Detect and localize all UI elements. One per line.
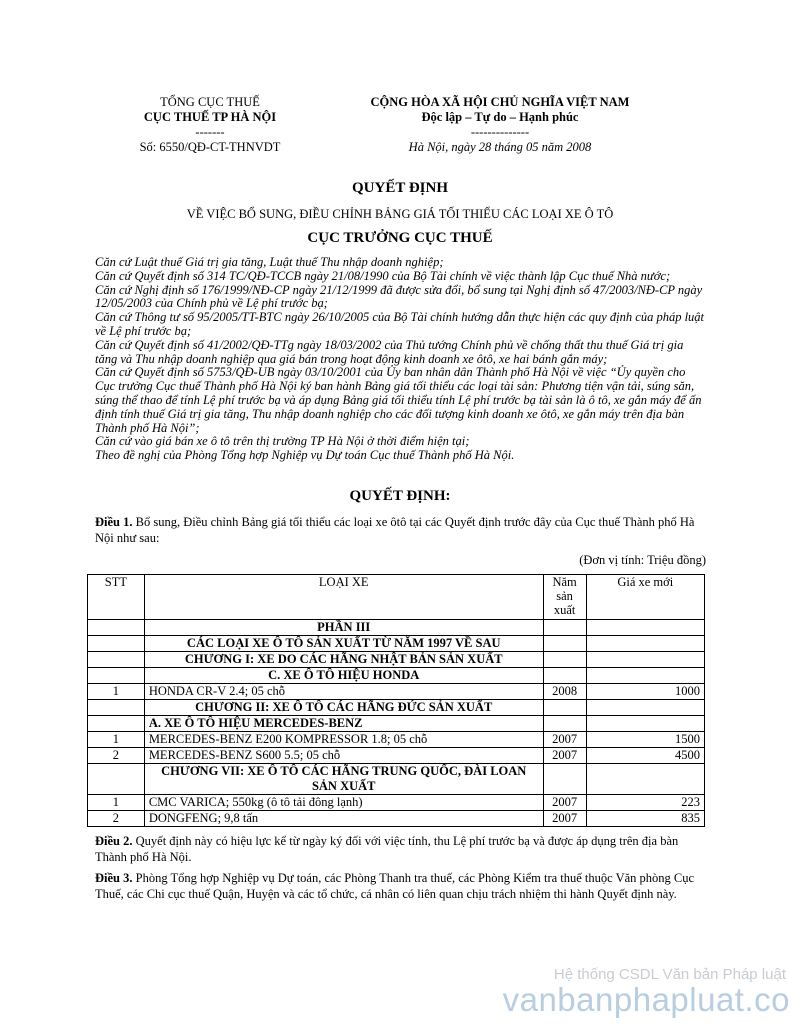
legal-basis-8: Theo đề nghị của Phòng Tổng hợp Nghiệp vụ Dự toán Cục thuế Thành phố Hà Nội. <box>95 448 515 463</box>
header-year: Năm sản xuất <box>543 575 586 620</box>
preamble <box>95 256 705 463</box>
cell-vehicle-type: MERCEDES-BENZ E200 KOMPRESSOR 1.8; 05 chỗ <box>144 732 543 748</box>
cell-vehicle-type: CMC VARICA; 550kg (ô tô tải đông lạnh) <box>144 795 543 811</box>
cell-vehicle-type: HONDA CR-V 2.4; 05 chỗ <box>144 684 543 700</box>
country-name: CỘNG HÒA XÃ HỘI CHỦ NGHĨA VIỆT NAM <box>370 95 630 109</box>
table-row <box>88 700 705 716</box>
cell-vehicle-type: MERCEDES-BENZ S600 5.5; 05 chỗ <box>144 748 543 764</box>
table-row <box>88 668 705 684</box>
cell-year: 2007 <box>543 795 586 811</box>
article-1 <box>95 515 705 546</box>
watermark-site: vanbanphapluat.co <box>502 981 790 1018</box>
cell-year: 2007 <box>543 732 586 748</box>
legal-basis-5: Căn cứ Quyết định số 41/2002/QĐ-TTg ngày 18/03/2002 của Thủ tướng Chính phủ về chống thất thu thuế Giá trị gia tăng và Thu nhập doanh nghiệp qua giá bán trong hoạt động kinh doanh xe ôtô, xe hai bánh gắn máy; <box>95 337 684 366</box>
issuing-agency-block <box>100 95 320 155</box>
national-header-block <box>330 95 670 155</box>
authority-title: CỤC TRƯỞNG CỤC THUẾ <box>307 230 493 246</box>
header-vehicle-type: LOẠI XE <box>144 575 543 620</box>
cell-vehicle-type: DONGFENG; 9,8 tấn <box>144 811 543 827</box>
cell-stt: 2 <box>88 811 145 827</box>
legal-basis-7: Căn cứ vào giá bán xe ô tô trên thị trường TP Hà Nội ở thời điểm hiện tại; <box>95 434 470 449</box>
cell-stt: 2 <box>88 748 145 764</box>
table-row <box>88 620 705 636</box>
cell-price: 223 <box>586 795 704 811</box>
legal-basis-6: Căn cứ Quyết định số 5753/QĐ-UB ngày 03/10/2001 của Ủy ban nhân dân Thành phố Hà Nội về việc “Ủy quyền cho Cục trưởng Cục thuế Thành phố Hà Nội ký ban hành Bảng giá tối thiểu các loại tài sản: Phương tiện vận tải, súng săn, súng thể thao để tính Lệ phí trước bạ và áp dụng Bảng giá tối thiểu tính Lệ phí trước bạ tài sản là ô tô, xe gắn máy để ấn định tính thuế Giá trị gia tăng, Thu nhập doanh nghiệp cho các đối tượng kinh doanh xe ôtô, xe gắn máy trên địa bàn Thành phố Hà Nội”; <box>95 365 702 435</box>
table-row <box>88 795 705 811</box>
article-3-text: Phòng Tổng hợp Nghiệp vụ Dự toán, các Phòng Thanh tra thuế, các Phòng Kiểm tra thuế thuộc Văn phòng Cục Thuế, các Chi cục thuế Quận, Huyện và các tổ chức, cá nhân có liên quan chịu trách nhiệm thi hành Quyết định này. <box>95 871 695 901</box>
legal-basis-2: Căn cứ Quyết định số 314 TC/QĐ-TCCB ngày 21/08/1990 của Bộ Tài chính về việc thành lập Cục thuế Nhà nước; <box>95 268 671 283</box>
article-3 <box>95 871 705 902</box>
unit-note: (Đơn vị tính: Triệu đồng) <box>579 553 706 567</box>
section-title: CÁC LOẠI XE Ô TÔ SẢN XUẤT TỪ NĂM 1997 VỀ SAU <box>144 636 543 652</box>
table-row <box>88 716 705 732</box>
table-header-row <box>88 575 705 620</box>
table-row <box>88 811 705 827</box>
watermark-caption: Hệ thống CSDL Văn bản Pháp luật <box>553 966 786 983</box>
parent-agency: TỔNG CỤC THUẾ <box>160 95 260 109</box>
legal-basis-4: Căn cứ Thông tư số 95/2005/TT-BTC ngày 26/10/2005 của Bộ Tài chính hướng dẫn thực hiện các quy định của pháp luật về Lệ phí trước bạ; <box>95 310 705 338</box>
cell-stt: 1 <box>88 732 145 748</box>
article-2-text: Quyết định này có hiệu lực kể từ ngày ký đối với việc tính, thu Lệ phí trước bạ và được áp dụng trên địa bàn Thành phố Hà Nội. <box>95 834 679 864</box>
cell-price: 1500 <box>586 732 704 748</box>
document-title: QUYẾT ĐỊNH <box>352 180 448 196</box>
motto-divider: -------------- <box>470 125 530 139</box>
table-row <box>88 652 705 668</box>
place-date: Hà Nội, ngày 28 tháng 05 năm 2008 <box>408 140 592 154</box>
cell-stt: 1 <box>88 795 145 811</box>
decision-heading: QUYẾT ĐỊNH: <box>349 488 451 504</box>
cell-year: 2008 <box>543 684 586 700</box>
table-row <box>88 684 705 700</box>
legal-basis-1: Căn cứ Luật thuế Giá trị gia tăng, Luật thuế Thu nhập doanh nghiệp; <box>95 255 444 269</box>
table-row <box>88 636 705 652</box>
header-stt: STT <box>88 575 145 620</box>
article-1-label: Điều 1. <box>95 515 133 529</box>
chapter-heading: CHƯƠNG I: XE DO CÁC HÃNG NHẬT BẢN SẢN XUẤT <box>144 652 543 668</box>
article-2-label: Điều 2. <box>95 834 133 848</box>
document-subtitle: VỀ VIỆC BỔ SUNG, ĐIỀU CHỈNH BẢNG GIÁ TỐI THIỂU CÁC LOẠI XE Ô TÔ <box>186 207 614 221</box>
cell-price: 835 <box>586 811 704 827</box>
document-number: Số: 6550/QĐ-CT-THNVDT <box>139 140 281 154</box>
article-1-text: Bổ sung, Điều chỉnh Bảng giá tối thiểu các loại xe ôtô tại các Quyết định trước đây của Cục thuế Thành phố Hà Nội như sau: <box>95 515 695 545</box>
article-3-label: Điều 3. <box>95 871 133 885</box>
cell-price: 1000 <box>586 684 704 700</box>
cell-year: 2007 <box>543 748 586 764</box>
agency-divider: ------- <box>195 125 225 139</box>
header-price: Giá xe mới <box>586 575 704 620</box>
cell-stt: 1 <box>88 684 145 700</box>
article-2 <box>95 834 705 865</box>
table-row <box>88 732 705 748</box>
chapter-heading: CHƯƠNG VII: XE Ô TÔ CÁC HÃNG TRUNG QUỐC, ĐÀI LOAN SẢN XUẤT <box>144 764 543 795</box>
cell-year: 2007 <box>543 811 586 827</box>
table-row <box>88 764 705 795</box>
price-table <box>87 574 705 827</box>
part-label: PHẦN III <box>144 620 543 636</box>
brand-heading: C. XE Ô TÔ HIỆU HONDA <box>144 668 543 684</box>
cell-price: 4500 <box>586 748 704 764</box>
brand-heading: A. XE Ô TÔ HIỆU MERCEDES-BENZ <box>144 716 543 732</box>
issuing-agency: CỤC THUẾ TP HÀ NỘI <box>143 110 277 124</box>
legal-basis-3: Căn cứ Nghị định số 176/1999/NĐ-CP ngày 21/12/1999 đã được sửa đổi, bổ sung tại Nghị định số 47/2003/NĐ-CP ngày 12/05/2003 của Chính phủ về Lệ phí trước bạ; <box>95 282 703 311</box>
national-motto: Độc lập – Tự do – Hạnh phúc <box>421 110 579 124</box>
chapter-heading: CHƯƠNG II: XE Ô TÔ CÁC HÃNG ĐỨC SẢN XUẤT <box>144 700 543 716</box>
table-row <box>88 748 705 764</box>
